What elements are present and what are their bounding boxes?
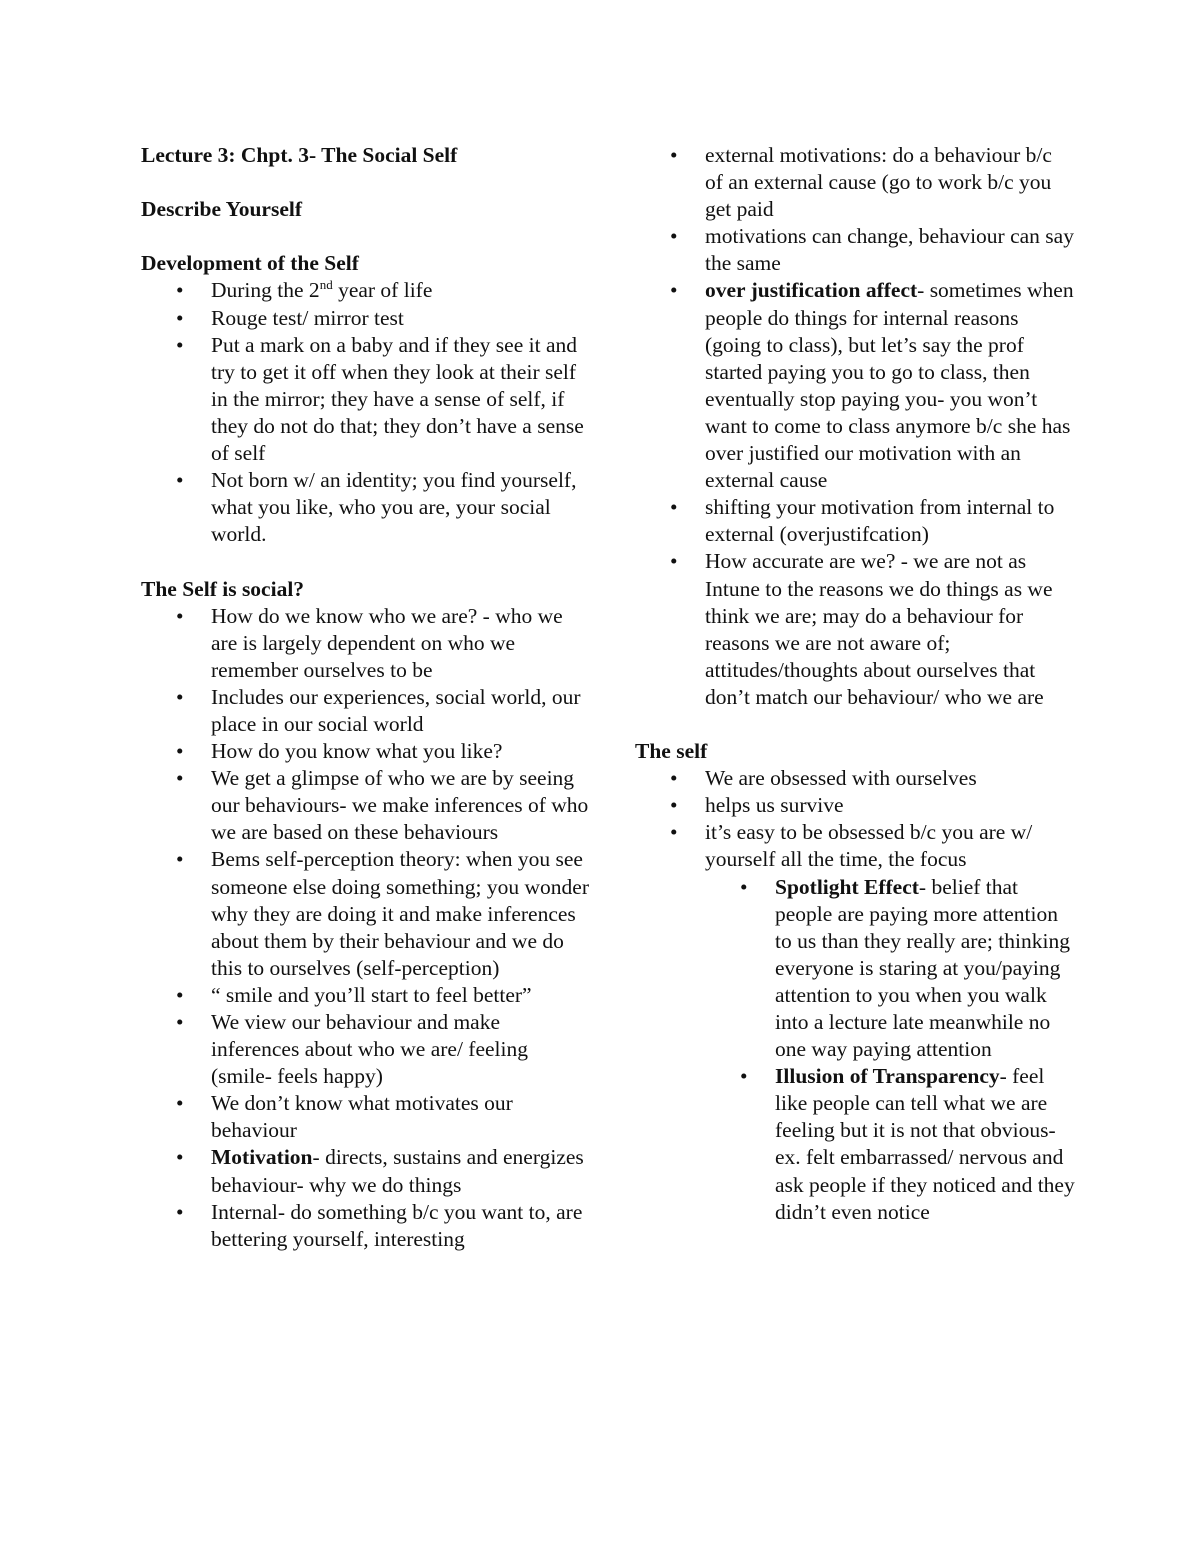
list-item: • How do you know what you like?	[141, 738, 591, 765]
lecture-title: Lecture 3: Chpt. 3- The Social Self	[141, 143, 458, 167]
list-item: • We are obsessed with ourselves	[635, 765, 1075, 792]
list-item: • How accurate are we? - we are not as Intune to the reasons we do things as we think we are; may do a behaviour for reasons we are not aware of; attitudes/thoughts about ourselves that don’t match our behaviour/ who we are	[635, 548, 1075, 711]
self-heading: The self	[635, 739, 708, 764]
list-item: • Spotlight Effect- belief that people are paying more attention to us than they really are; thinking everyone is staring at you/paying attention to you when you walk into a lecture late meanwhile no one way paying attention	[635, 874, 1075, 1064]
list-item: • external motivations: do a behaviour b/c of an external cause (go to work b/c you get paid	[635, 142, 1075, 223]
term-spotlight-effect: Spotlight Effect	[775, 874, 919, 899]
social-list	[141, 603, 591, 1253]
list-item: • Internal- do something b/c you want to, are bettering yourself, interesting	[141, 1199, 591, 1253]
list-item: • it’s easy to be obsessed b/c you are w/ yourself all the time, the focus	[635, 819, 1075, 873]
list-item: • Put a mark on a baby and if they see it and try to get it off when they look at their self in the mirror; they have a sense of self, if they do not do that; they don’t have a sense of self	[141, 332, 591, 467]
list-item: • shifting your motivation from internal to external (overjustifcation)	[635, 494, 1075, 548]
list-item: • Not born w/ an identity; you find yourself, what you like, who you are, your social world.	[141, 467, 591, 548]
list-item: • We view our behaviour and make inferences about who we are/ feeling (smile- feels happy)	[141, 1009, 591, 1090]
list-item: • We don’t know what motivates our behaviour	[141, 1090, 591, 1144]
motivation-list	[635, 142, 1075, 711]
list-item: • “ smile and you’ll start to feel better”	[141, 982, 591, 1009]
list-item: • motivations can change, behaviour can say the same	[635, 223, 1075, 277]
list-item: • Includes our experiences, social world, our place in our social world	[141, 684, 591, 738]
list-item: • Rouge test/ mirror test	[141, 305, 591, 332]
describe-heading: Describe Yourself	[141, 197, 303, 222]
self-sublist	[635, 874, 1075, 1226]
list-item: • Motivation- directs, sustains and energizes behaviour- why we do things	[141, 1144, 591, 1198]
self-list	[635, 765, 1075, 873]
list-item: • During the 2nd year of life	[141, 277, 591, 304]
term-motivation: Motivation	[211, 1145, 313, 1170]
left-column	[141, 142, 591, 1253]
term-over-justification: over justification affect	[705, 278, 918, 303]
list-item: • Bems self-perception theory: when you see someone else doing something; you wonder why they are doing it and make inferences about them by their behaviour and we do this to ourselves (self-perception)	[141, 846, 591, 981]
term-illusion-of-transparency: Illusion of Transparency	[775, 1064, 1000, 1089]
list-item: • helps us survive	[635, 792, 1075, 819]
social-heading: The Self is social?	[141, 576, 305, 601]
development-heading: Development of the Self	[141, 251, 359, 276]
list-item: • Illusion of Transparency- feel like people can tell what we are feeling but it is not that obvious- ex. felt embarrassed/ nervous and ask people if they noticed and they didn’t even notice	[635, 1063, 1075, 1226]
list-item: • over justification affect- sometimes when people do things for internal reasons (going to class), but let’s say the prof started paying you to go to class, then eventually stop paying you- you won’t want to come to class anymore b/c she has over justified our motivation with an external cause	[635, 277, 1075, 494]
list-item: • We get a glimpse of who we are by seeing our behaviours- we make inferences of who we are based on these behaviours	[141, 765, 591, 846]
development-list	[141, 277, 591, 548]
list-item: • How do we know who we are? - who we are is largely dependent on who we remember ourselves to be	[141, 603, 591, 684]
right-column	[635, 142, 1075, 1226]
